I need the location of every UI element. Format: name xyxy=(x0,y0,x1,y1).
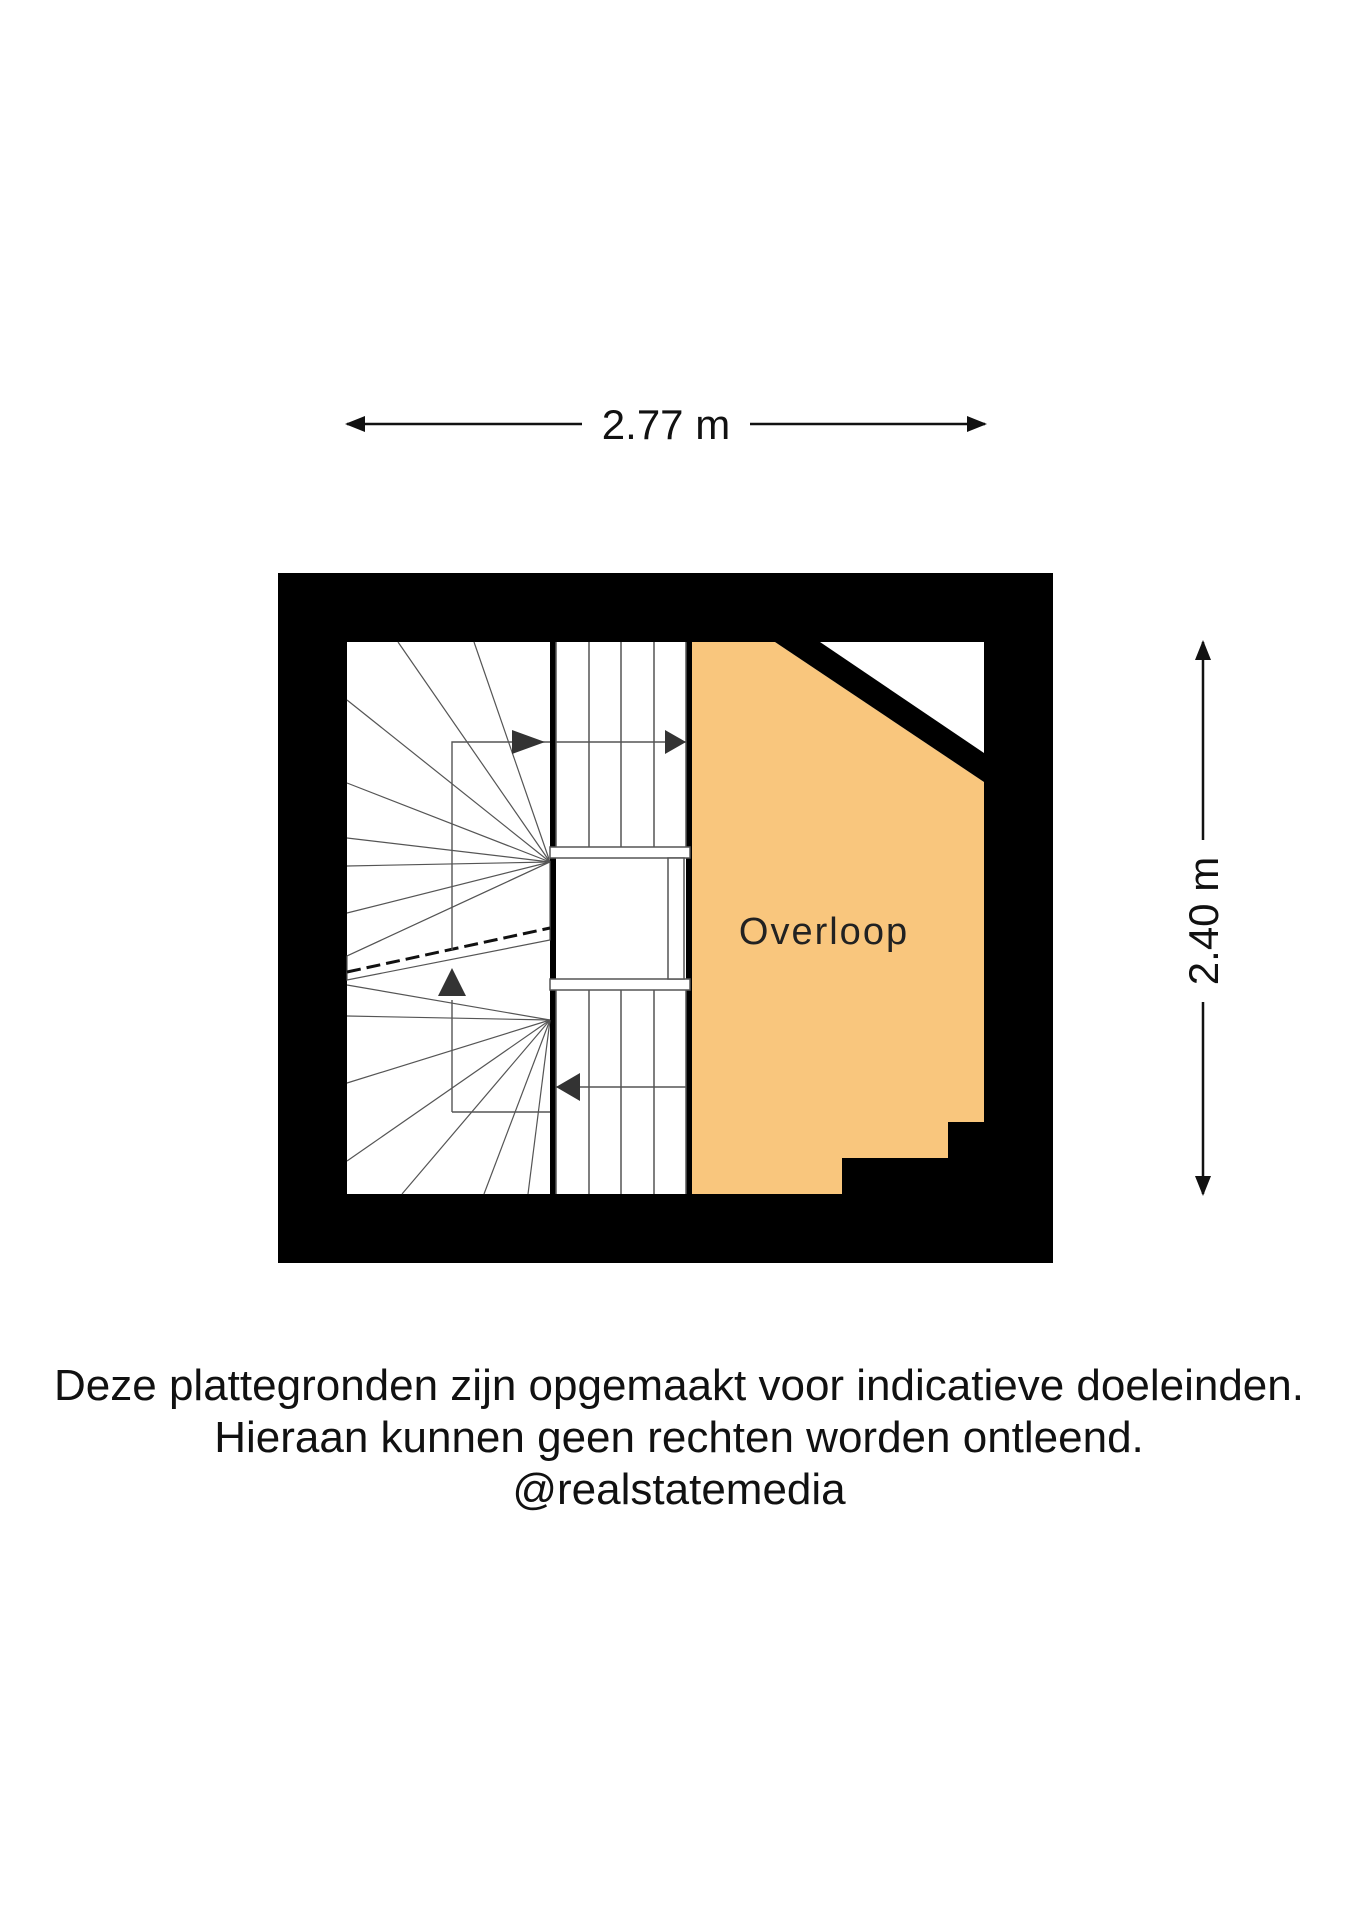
stair-divider-left xyxy=(550,642,556,1194)
stairwell-opening xyxy=(556,847,686,990)
handrail-side xyxy=(668,858,684,979)
stair-divider-right xyxy=(686,642,692,1194)
width-dimension xyxy=(347,401,985,448)
disclaimer xyxy=(0,1360,1358,1516)
disclaimer-line-2: Hieraan kunnen geen rechten worden ontleend. xyxy=(214,1413,1144,1462)
depth-dimension-label: 2.40 m xyxy=(1180,856,1227,986)
disclaimer-line-1: Deze plattegronden zijn opgemaakt voor indicatieve doeleinden. xyxy=(54,1361,1304,1410)
handrail-bottom xyxy=(550,979,690,990)
disclaimer-credit: @realstatemedia xyxy=(512,1465,846,1514)
handrail-top xyxy=(550,847,690,858)
depth-dimension xyxy=(1180,642,1227,1194)
room-label: Overloop xyxy=(738,911,910,953)
width-dimension-label: 2.77 m xyxy=(601,401,731,448)
